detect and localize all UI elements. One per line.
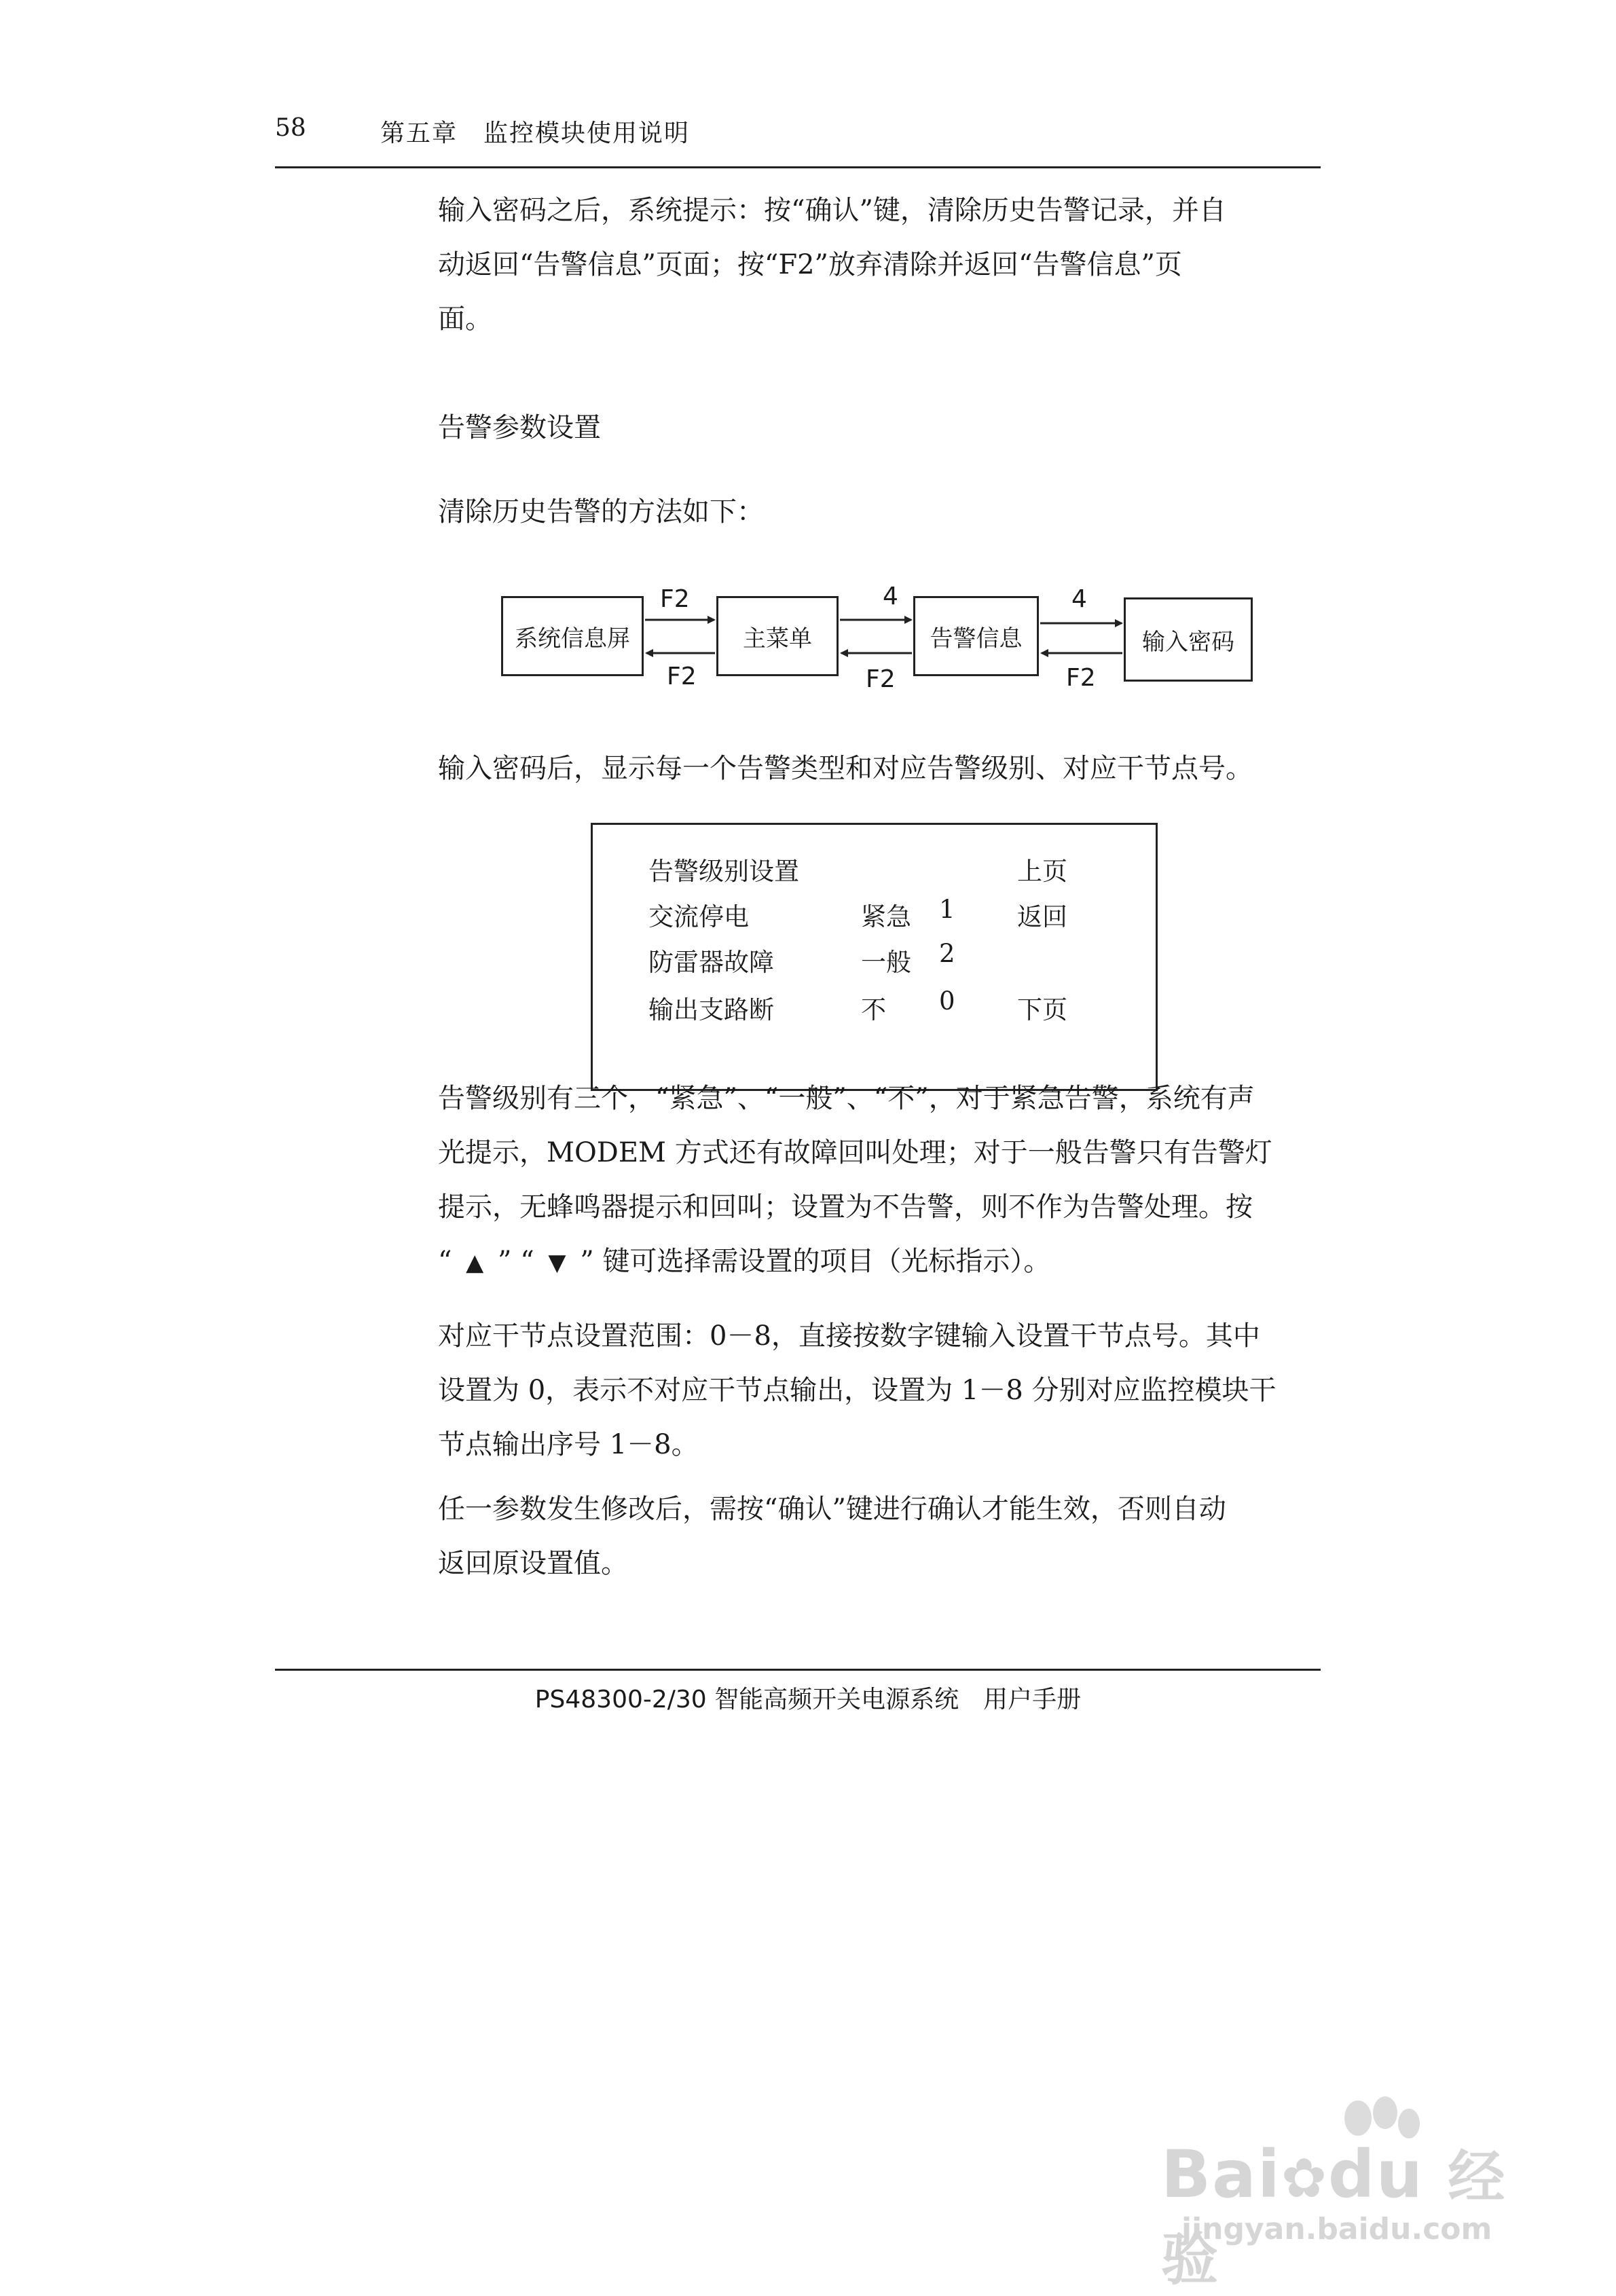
arrow-label: F2 (660, 585, 690, 613)
panel-row-name: 防雷器故障 (648, 948, 774, 977)
footer (0, 1680, 1616, 1715)
levels-line: 光提示，MODEM 方式还有故障回叫处理；对于一般告警只有告警灯 (438, 1137, 1272, 1168)
arrow-label: F2 (667, 663, 697, 690)
confirm-line: 任一参数发生修改后，需按“确认”键进行确认才能生效，否则自动 (438, 1494, 1226, 1525)
node-line: 对应干节点设置范围：0－8，直接按数字键输入设置干节点号。其中 (438, 1320, 1260, 1352)
quote-open: “ (520, 1246, 534, 1277)
arrow-label: 4 (883, 582, 898, 610)
panel-row-level: 不 (861, 995, 886, 1024)
alarm-level-panel (591, 823, 1158, 1091)
node-paragraph (438, 1309, 1317, 1472)
flow-box-password: 输入密码 (1124, 597, 1253, 682)
triangle-down-icon: ▼ (548, 1249, 566, 1276)
panel-row-level: 紧急 (861, 902, 911, 931)
levels-line: 提示，无蜂鸣器提示和回叫；设置为不告警，则不作为告警处理。按 (438, 1191, 1253, 1223)
node-line: 设置为 0，表示不对应干节点输出，设置为 1－8 分别对应监控模块干 (438, 1375, 1277, 1406)
flow-box-alarm-info: 告警信息 (913, 596, 1039, 676)
triangle-up-icon: ▲ (466, 1249, 484, 1276)
panel-row-node: 1 (939, 895, 955, 924)
flow-box-system-info: 系统信息屏 (501, 596, 644, 676)
panel-title: 告警级别设置 (648, 857, 799, 886)
quote-close: ” (498, 1246, 512, 1277)
footer-title: 智能高频开关电源系统 用户手册 (714, 1686, 1082, 1714)
quote-close: ” (580, 1246, 594, 1277)
footer-model: PS48300-2/30 (534, 1686, 707, 1714)
arrow-label: F2 (866, 665, 896, 693)
flow-box-main-menu: 主菜单 (716, 596, 839, 676)
panel-row-level: 一般 (861, 948, 911, 977)
section-heading: 告警参数设置 (438, 412, 601, 443)
intro-line: 面。 (438, 303, 492, 335)
confirm-line: 返回原设置值。 (438, 1548, 628, 1579)
intro-line: 动返回“告警信息”页面；按“F2”放弃清除并返回“告警信息”页 (438, 249, 1182, 280)
panel-page-up: 上页 (1017, 857, 1067, 886)
panel-row-node: 0 (939, 986, 955, 1016)
watermark-brand2: du (1327, 2136, 1424, 2212)
panel-row-name: 交流停电 (648, 902, 749, 931)
levels-paragraph (438, 1071, 1317, 1290)
after-password-line: 输入密码后，显示每一个告警类型和对应告警级别、对应干节点号。 (438, 753, 1253, 784)
paw-glyph-icon: ✿ (1281, 2147, 1328, 2210)
keys-line (438, 1234, 1317, 1290)
panel-page-down: 下页 (1017, 995, 1067, 1024)
panel-row-node: 2 (939, 939, 955, 968)
intro-line: 输入密码之后，系统提示：按“确认”键，清除历史告警记录，并自 (438, 195, 1226, 226)
chapter-title: 第五章 监控模块使用说明 (380, 119, 691, 147)
arrow-label: F2 (1066, 664, 1096, 692)
confirm-paragraph (438, 1482, 1317, 1591)
watermark-brand: Bai (1161, 2136, 1281, 2212)
node-line: 节点输出序号 1－8。 (438, 1429, 699, 1460)
watermark-url: jingyan.baidu.com (1181, 2212, 1492, 2246)
footer-rule (275, 1669, 1321, 1671)
arrow-label: 4 (1071, 585, 1087, 613)
flow-arrows (0, 0, 1616, 747)
method-line: 清除历史告警的方法如下： (438, 496, 764, 527)
baidu-watermark (1154, 2091, 1562, 2293)
levels-line: 告警级别有三个，“紧急”、“一般”、“不”，对于紧急告警，系统有声 (438, 1083, 1255, 1114)
panel-back: 返回 (1017, 902, 1067, 931)
page-number: 58 (275, 114, 306, 142)
panel-row-name: 输出支路断 (648, 995, 774, 1024)
quote-open: “ (438, 1246, 452, 1277)
keys-line-rest: 键可选择需设置的项目（光标指示）。 (602, 1246, 1051, 1277)
watermark-cn: 经验 (1161, 2144, 1507, 2293)
